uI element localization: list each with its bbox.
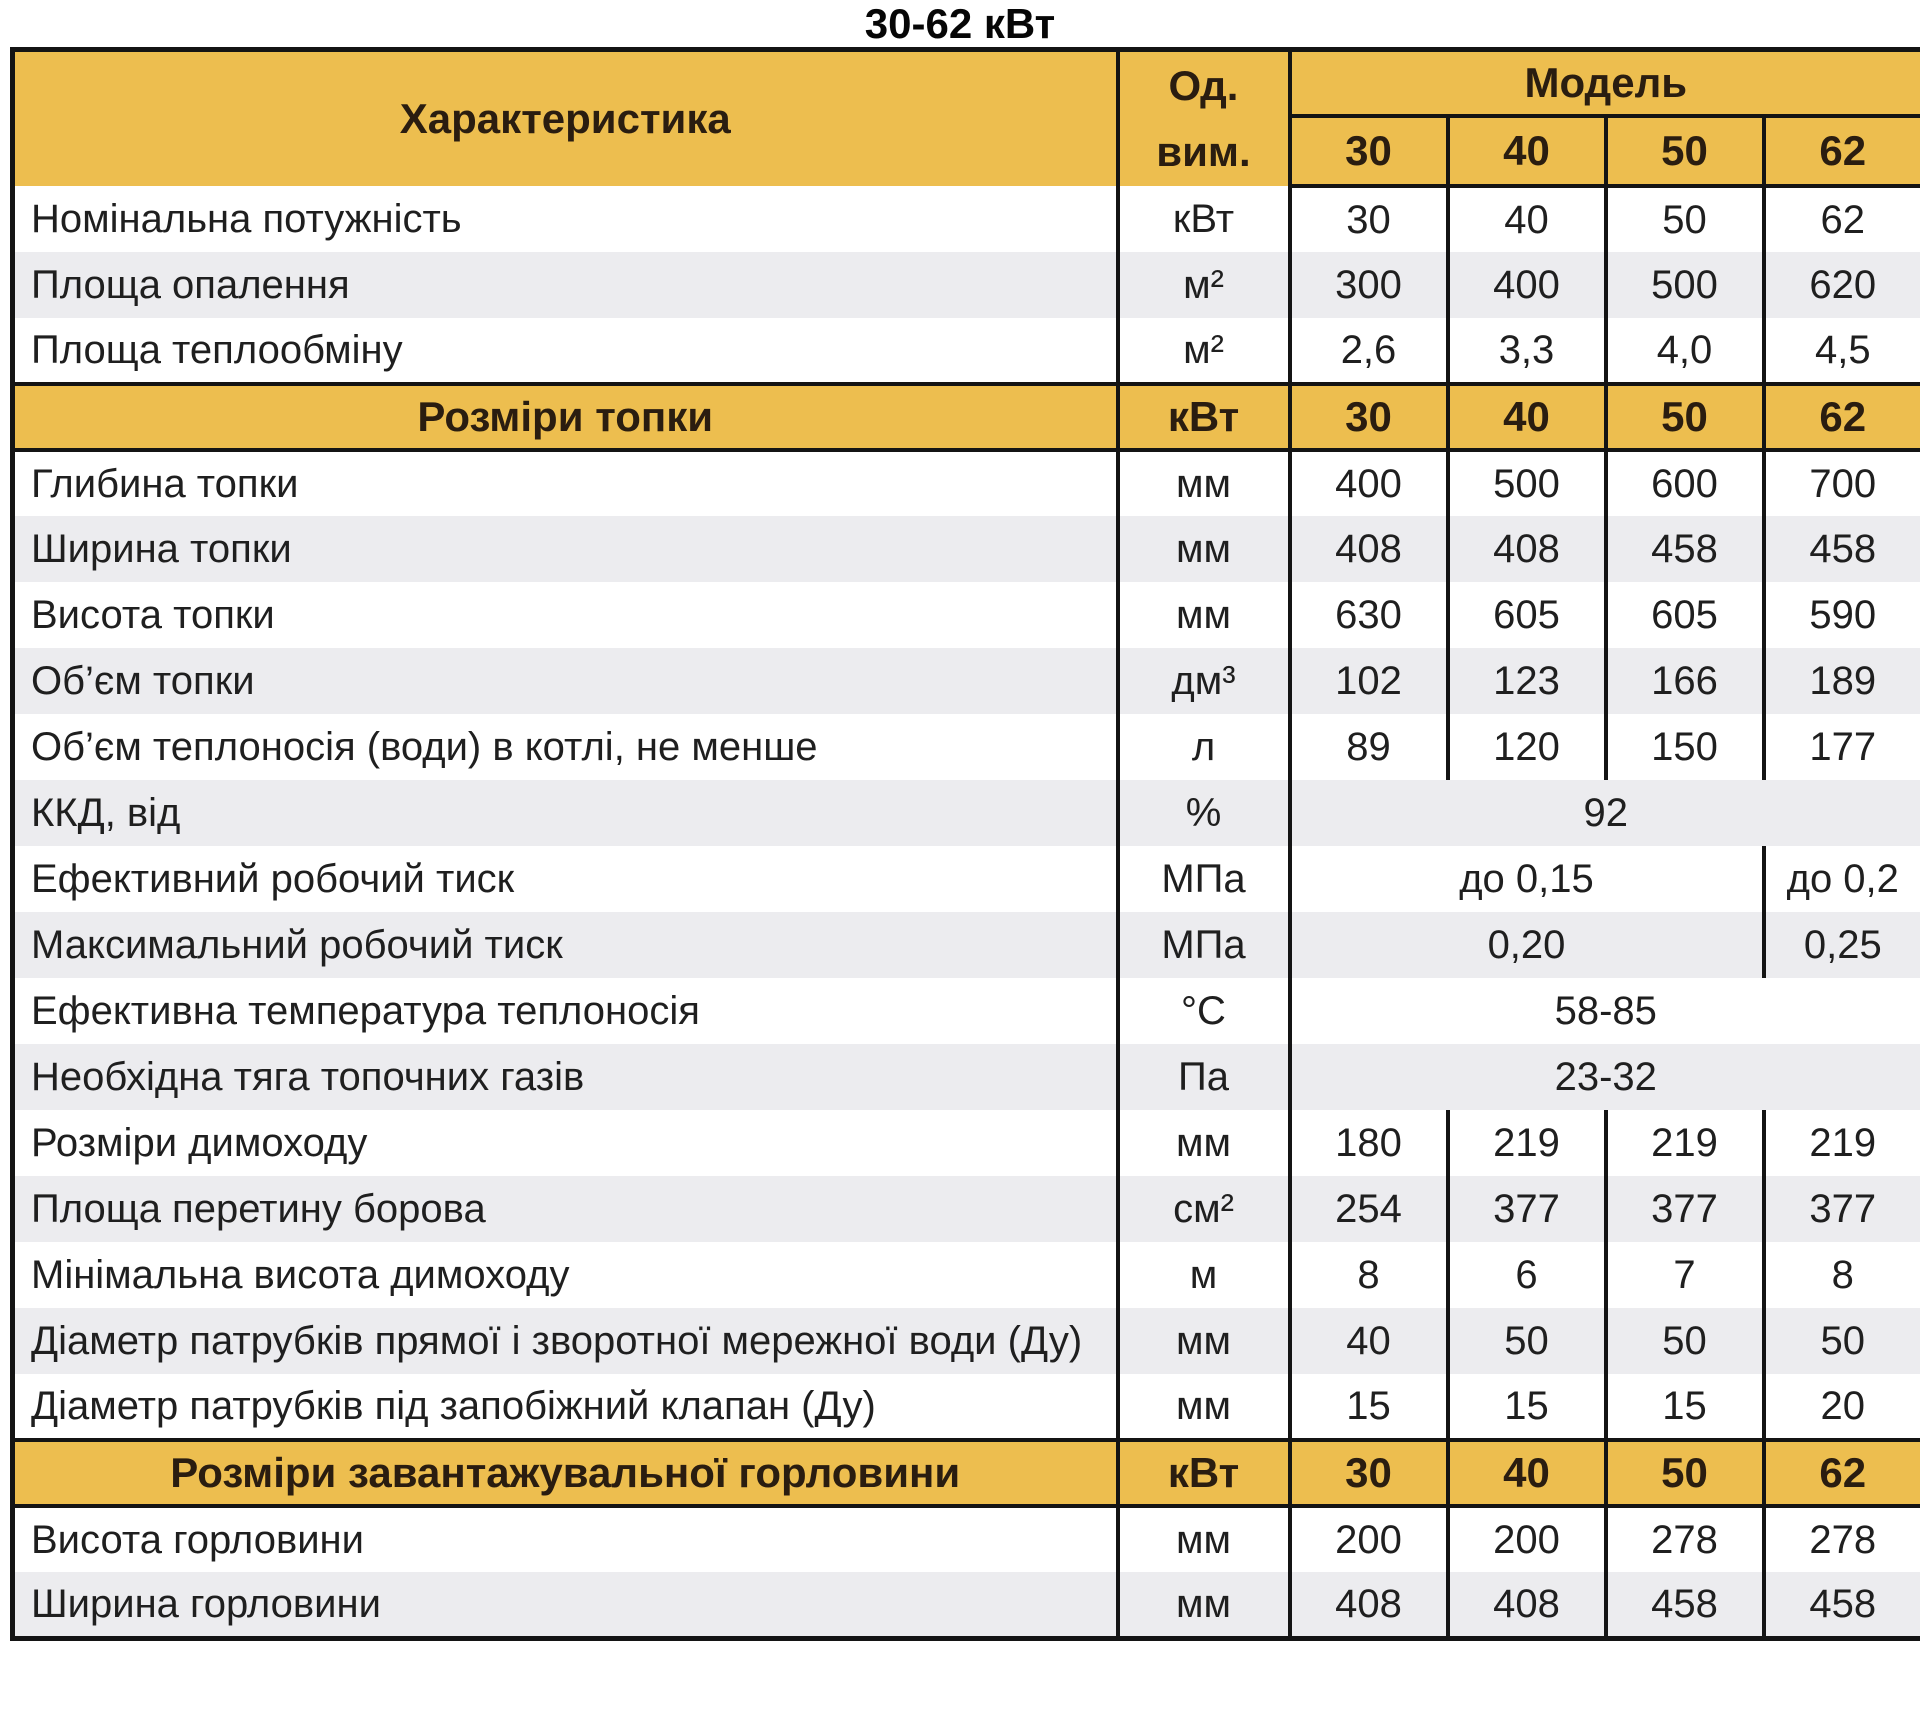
value-cell: 6 <box>1448 1242 1606 1308</box>
spec-row <box>13 186 1920 252</box>
value-cell: 30 <box>1290 384 1448 450</box>
value-cell: 700 <box>1764 450 1920 516</box>
value-cell: 62 <box>1764 1440 1920 1506</box>
value-cell: 4,0 <box>1606 318 1764 384</box>
unit-cell: МПа <box>1118 846 1290 912</box>
value-cell: 408 <box>1448 516 1606 582</box>
unit-cell: дм³ <box>1118 648 1290 714</box>
value-cell: 278 <box>1606 1506 1764 1572</box>
value-cell: 15 <box>1290 1374 1448 1440</box>
value-cell: 23-32 <box>1290 1044 1920 1110</box>
unit-cell: °С <box>1118 978 1290 1044</box>
column-header-unit <box>1118 50 1290 187</box>
unit-cell: мм <box>1118 1506 1290 1572</box>
value-cell: 189 <box>1764 648 1920 714</box>
value-cell: 40 <box>1448 1440 1606 1506</box>
value-cell: 4,5 <box>1764 318 1920 384</box>
row-label: Висота горловини <box>13 1506 1118 1572</box>
unit-header-line1: Од. <box>1168 62 1239 109</box>
row-label: ККД, від <box>13 780 1118 846</box>
unit-cell: МПа <box>1118 912 1290 978</box>
row-label: Ширина горловини <box>13 1572 1118 1638</box>
row-label: Розміри димоходу <box>13 1110 1118 1176</box>
value-cell: 200 <box>1448 1506 1606 1572</box>
value-cell: 458 <box>1606 1572 1764 1638</box>
value-cell: 40 <box>1290 1308 1448 1374</box>
unit-cell: кВт <box>1118 186 1290 252</box>
value-cell: 300 <box>1290 252 1448 318</box>
value-cell: 2,6 <box>1290 318 1448 384</box>
spec-table <box>10 47 1920 1641</box>
spec-row <box>13 1506 1920 1572</box>
section-header-row <box>13 384 1920 450</box>
spec-row <box>13 1308 1920 1374</box>
row-label: Площа перетину борова <box>13 1176 1118 1242</box>
value-cell: 3,3 <box>1448 318 1606 384</box>
value-cell: 400 <box>1448 252 1606 318</box>
value-cell: 50 <box>1448 1308 1606 1374</box>
row-label: Ефективний робочий тиск <box>13 846 1118 912</box>
column-header-model-62: 62 <box>1764 116 1920 186</box>
value-cell: 458 <box>1764 516 1920 582</box>
row-label: Діаметр патрубків прямої і зворотної мережної води (Ду) <box>13 1308 1118 1374</box>
unit-cell: мм <box>1118 1308 1290 1374</box>
value-cell: 180 <box>1290 1110 1448 1176</box>
value-cell: 630 <box>1290 582 1448 648</box>
row-label: Ефективна температура теплоносія <box>13 978 1118 1044</box>
value-cell: 15 <box>1448 1374 1606 1440</box>
unit-cell: мм <box>1118 1374 1290 1440</box>
value-cell: 408 <box>1290 1572 1448 1638</box>
spec-row <box>13 714 1920 780</box>
unit-cell: м² <box>1118 252 1290 318</box>
row-label: Ширина топки <box>13 516 1118 582</box>
row-label: Глибина топки <box>13 450 1118 516</box>
row-label: Діаметр патрубків під запобіжний клапан (Ду) <box>13 1374 1118 1440</box>
spec-row <box>13 1044 1920 1110</box>
value-cell: 400 <box>1290 450 1448 516</box>
unit-cell: кВт <box>1118 384 1290 450</box>
value-cell: 40 <box>1448 186 1606 252</box>
row-label: Площа опалення <box>13 252 1118 318</box>
spec-row <box>13 450 1920 516</box>
unit-cell: кВт <box>1118 1440 1290 1506</box>
spec-table-body <box>13 186 1920 1638</box>
value-cell: 7 <box>1606 1242 1764 1308</box>
spec-table-header <box>13 50 1920 187</box>
value-cell: 30 <box>1290 1440 1448 1506</box>
value-cell: 377 <box>1764 1176 1920 1242</box>
value-cell: 102 <box>1290 648 1448 714</box>
value-cell: 15 <box>1606 1374 1764 1440</box>
value-cell: 500 <box>1448 450 1606 516</box>
page-title: 30-62 кВт <box>864 0 1056 47</box>
value-cell: 30 <box>1290 186 1448 252</box>
column-header-model-30: 30 <box>1290 116 1448 186</box>
value-cell: 40 <box>1448 384 1606 450</box>
value-cell: 219 <box>1606 1110 1764 1176</box>
unit-cell: м <box>1118 1242 1290 1308</box>
spec-row <box>13 252 1920 318</box>
value-cell: 50 <box>1606 1440 1764 1506</box>
value-cell: 0,20 <box>1290 912 1764 978</box>
value-cell: 605 <box>1606 582 1764 648</box>
unit-header-line2: вим. <box>1156 128 1251 175</box>
value-cell: 89 <box>1290 714 1448 780</box>
unit-cell: мм <box>1118 450 1290 516</box>
value-cell: 123 <box>1448 648 1606 714</box>
value-cell: 590 <box>1764 582 1920 648</box>
row-label: Об’єм топки <box>13 648 1118 714</box>
spec-row <box>13 648 1920 714</box>
column-header-characteristic: Характеристика <box>13 50 1118 187</box>
value-cell: 50 <box>1606 1308 1764 1374</box>
value-cell: 620 <box>1764 252 1920 318</box>
value-cell: 200 <box>1290 1506 1448 1572</box>
value-cell: 58-85 <box>1290 978 1920 1044</box>
row-label: Висота топки <box>13 582 1118 648</box>
value-cell: 50 <box>1764 1308 1920 1374</box>
unit-cell: м² <box>1118 318 1290 384</box>
value-cell: до 0,15 <box>1290 846 1764 912</box>
value-cell: 150 <box>1606 714 1764 780</box>
row-label: Площа теплообміну <box>13 318 1118 384</box>
value-cell: 8 <box>1290 1242 1448 1308</box>
spec-row <box>13 846 1920 912</box>
table-wrapper <box>0 47 1920 1655</box>
value-cell: 20 <box>1764 1374 1920 1440</box>
value-cell: 92 <box>1290 780 1920 846</box>
value-cell: 500 <box>1606 252 1764 318</box>
spec-row <box>13 978 1920 1044</box>
value-cell: 166 <box>1606 648 1764 714</box>
unit-cell: мм <box>1118 582 1290 648</box>
value-cell: 600 <box>1606 450 1764 516</box>
value-cell: 377 <box>1448 1176 1606 1242</box>
row-label: Номінальна потужність <box>13 186 1118 252</box>
column-header-model-group: Модель <box>1290 50 1920 116</box>
value-cell: 62 <box>1764 384 1920 450</box>
value-cell: 0,25 <box>1764 912 1920 978</box>
spec-row <box>13 1572 1920 1638</box>
value-cell: 8 <box>1764 1242 1920 1308</box>
value-cell: 408 <box>1290 516 1448 582</box>
row-label: Об’єм теплоносія (води) в котлі, не менше <box>13 714 1118 780</box>
value-cell: 219 <box>1764 1110 1920 1176</box>
value-cell: 278 <box>1764 1506 1920 1572</box>
unit-cell: мм <box>1118 1572 1290 1638</box>
value-cell: 408 <box>1448 1572 1606 1638</box>
row-label: Максимальний робочий тиск <box>13 912 1118 978</box>
row-label: Необхідна тяга топочних газів <box>13 1044 1118 1110</box>
value-cell: 458 <box>1606 516 1764 582</box>
unit-cell: л <box>1118 714 1290 780</box>
value-cell: до 0,2 <box>1764 846 1920 912</box>
spec-row <box>13 1110 1920 1176</box>
unit-cell: Па <box>1118 1044 1290 1110</box>
value-cell: 377 <box>1606 1176 1764 1242</box>
section-header-row <box>13 1440 1920 1506</box>
column-header-model-40: 40 <box>1448 116 1606 186</box>
section-title: Розміри топки <box>13 384 1118 450</box>
value-cell: 219 <box>1448 1110 1606 1176</box>
unit-cell: см² <box>1118 1176 1290 1242</box>
value-cell: 458 <box>1764 1572 1920 1638</box>
value-cell: 50 <box>1606 186 1764 252</box>
value-cell: 62 <box>1764 186 1920 252</box>
row-label: Мінімальна висота димоходу <box>13 1242 1118 1308</box>
header-row-top <box>13 50 1920 116</box>
value-cell: 50 <box>1606 384 1764 450</box>
spec-row <box>13 516 1920 582</box>
column-header-model-50: 50 <box>1606 116 1764 186</box>
spec-row <box>13 582 1920 648</box>
unit-cell: % <box>1118 780 1290 846</box>
value-cell: 177 <box>1764 714 1920 780</box>
unit-cell: мм <box>1118 1110 1290 1176</box>
spec-row <box>13 1242 1920 1308</box>
spec-row <box>13 912 1920 978</box>
value-cell: 120 <box>1448 714 1606 780</box>
section-title: Розміри завантажувальної горловини <box>13 1440 1118 1506</box>
value-cell: 605 <box>1448 582 1606 648</box>
spec-row <box>13 780 1920 846</box>
unit-cell: мм <box>1118 516 1290 582</box>
spec-row <box>13 1176 1920 1242</box>
spec-row <box>13 1374 1920 1440</box>
value-cell: 254 <box>1290 1176 1448 1242</box>
spec-row <box>13 318 1920 384</box>
